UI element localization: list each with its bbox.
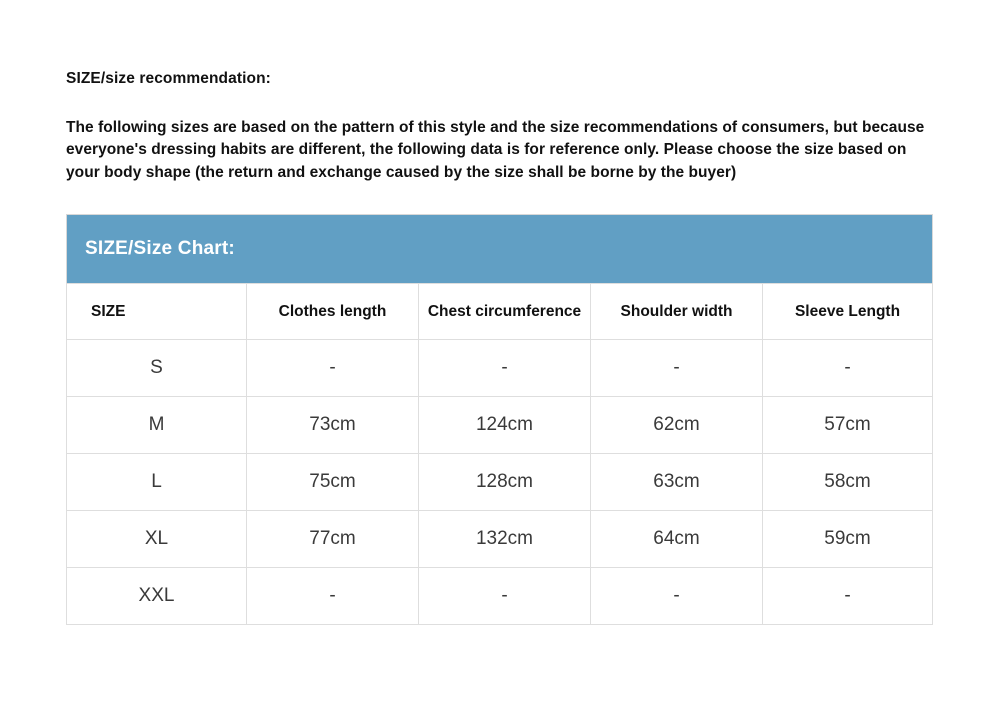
cell-sleeve-length: 59cm bbox=[763, 511, 933, 568]
cell-shoulder-width: 63cm bbox=[591, 454, 763, 511]
cell-sleeve-length: 58cm bbox=[763, 454, 933, 511]
table-banner-label: SIZE/Size Chart: bbox=[67, 215, 933, 284]
cell-chest-circumference: 124cm bbox=[419, 397, 591, 454]
cell-clothes-length: 77cm bbox=[247, 511, 419, 568]
cell-shoulder-width: 62cm bbox=[591, 397, 763, 454]
cell-shoulder-width: - bbox=[591, 340, 763, 397]
cell-sleeve-length: - bbox=[763, 568, 933, 625]
column-header-sleeve-length: Sleeve Length bbox=[763, 284, 933, 340]
cell-size: XXL bbox=[67, 568, 247, 625]
table-header-row bbox=[67, 284, 933, 340]
column-header-shoulder-width: Shoulder width bbox=[591, 284, 763, 340]
cell-clothes-length: 73cm bbox=[247, 397, 419, 454]
table-row bbox=[67, 511, 933, 568]
cell-size: S bbox=[67, 340, 247, 397]
cell-chest-circumference: - bbox=[419, 340, 591, 397]
cell-chest-circumference: - bbox=[419, 568, 591, 625]
column-header-chest-circumference: Chest circumference bbox=[419, 284, 591, 340]
cell-size: L bbox=[67, 454, 247, 511]
table-row bbox=[67, 568, 933, 625]
cell-shoulder-width: 64cm bbox=[591, 511, 763, 568]
table-row bbox=[67, 340, 933, 397]
column-header-size: SIZE bbox=[67, 284, 247, 340]
cell-clothes-length: - bbox=[247, 340, 419, 397]
page-title: SIZE/size recommendation: bbox=[66, 70, 271, 87]
cell-sleeve-length: - bbox=[763, 340, 933, 397]
cell-chest-circumference: 132cm bbox=[419, 511, 591, 568]
cell-clothes-length: 75cm bbox=[247, 454, 419, 511]
intro-paragraph: The following sizes are based on the pattern of this style and the size recommendations of consumers, but because everyone's dressing habits are different, the following data is for reference only. Please choose the size based on your body shape (the return and exchange caused by the size shall be borne by the buyer) bbox=[66, 118, 925, 181]
cell-sleeve-length: 57cm bbox=[763, 397, 933, 454]
column-header-clothes-length: Clothes length bbox=[247, 284, 419, 340]
table-row bbox=[67, 397, 933, 454]
cell-size: XL bbox=[67, 511, 247, 568]
cell-shoulder-width: - bbox=[591, 568, 763, 625]
size-chart-table bbox=[66, 214, 933, 625]
cell-clothes-length: - bbox=[247, 568, 419, 625]
table-banner-row bbox=[67, 215, 933, 284]
table-row bbox=[67, 454, 933, 511]
cell-chest-circumference: 128cm bbox=[419, 454, 591, 511]
cell-size: M bbox=[67, 397, 247, 454]
